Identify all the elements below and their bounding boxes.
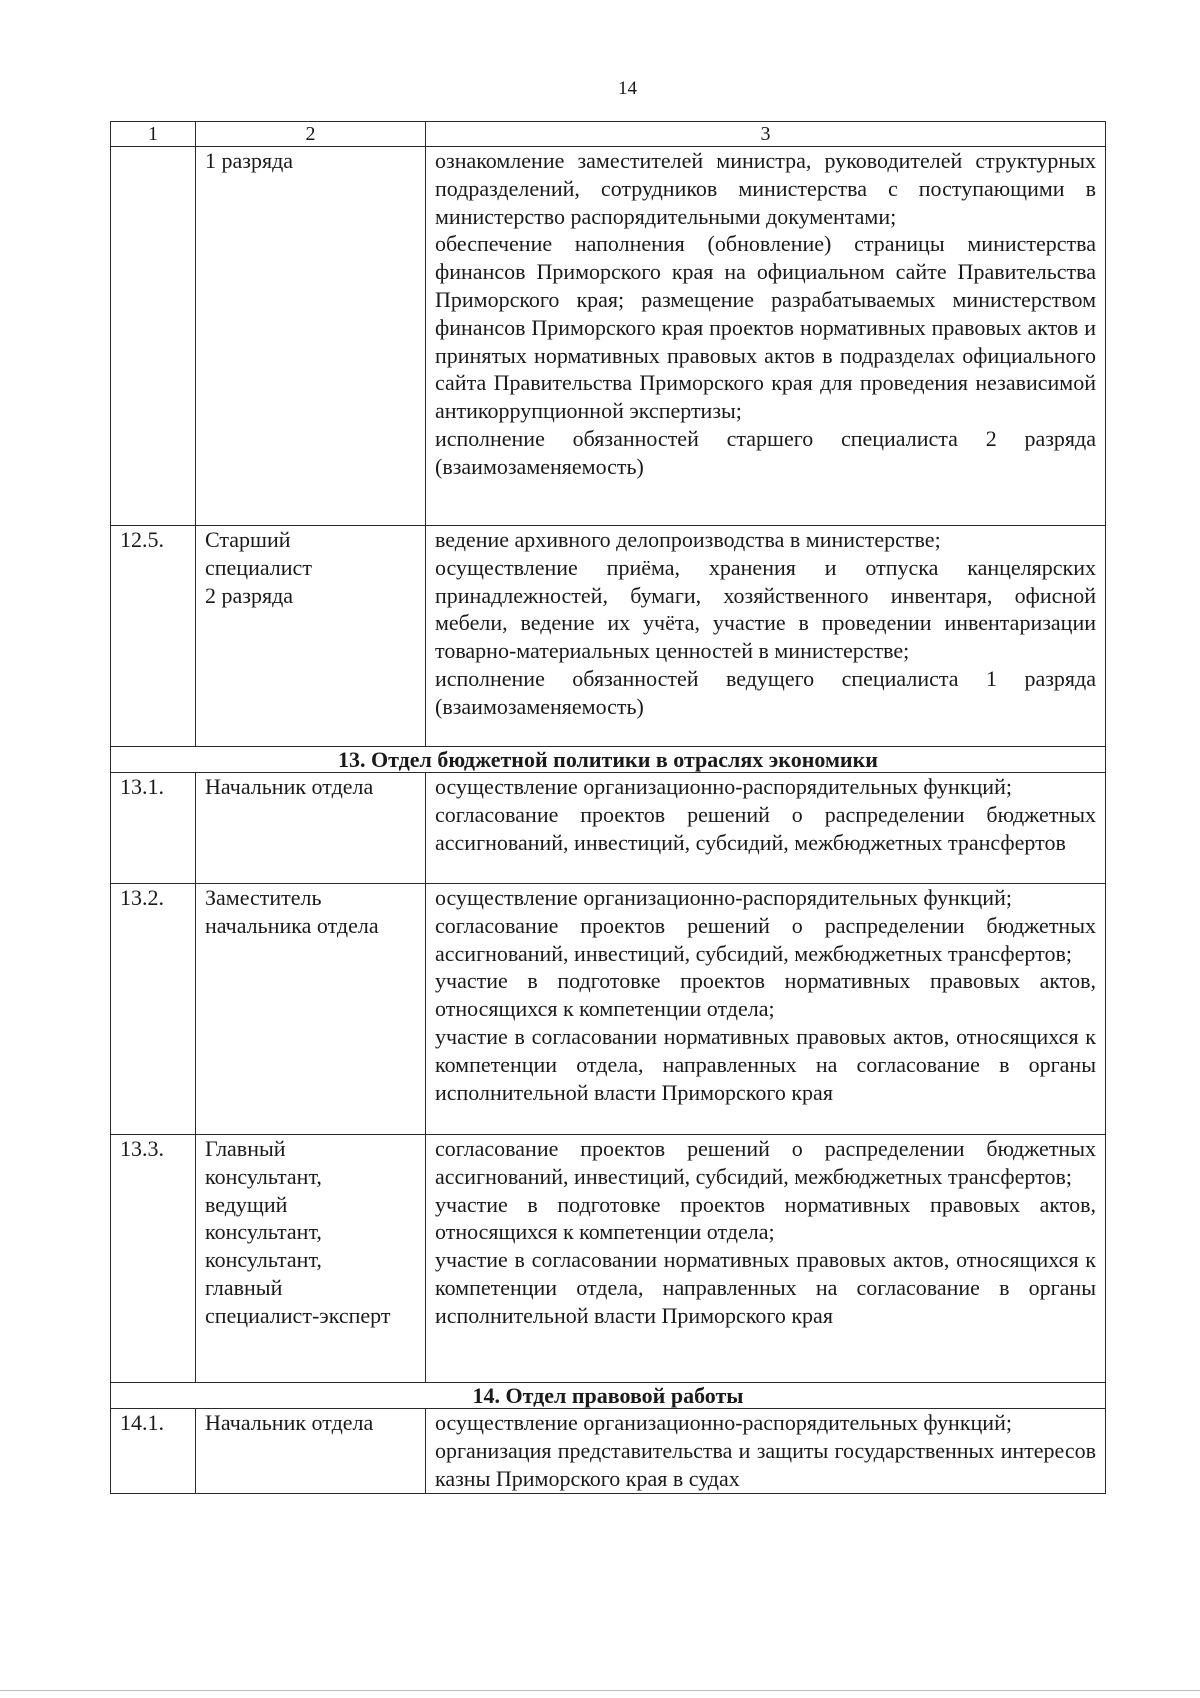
table-row: [111, 1409, 1106, 1494]
table-row: [111, 1135, 1106, 1383]
duties-cell: [426, 526, 1106, 747]
position-line: консультант,: [205, 1163, 322, 1189]
position-cell: [196, 526, 426, 747]
position-line: 2 разряда: [205, 582, 294, 608]
position-line: начальника отдела: [205, 912, 379, 938]
position-line: Главный: [205, 1136, 286, 1161]
duty-item: участие в согласовании нормативных правовых актов, относящихся к компетенции отдела, направленных на согласование в органы исполнительной власти Приморского края: [435, 1247, 1096, 1328]
duty-item: согласование проектов решений о распределении бюджетных ассигнований, инвестиций, субсидий, межбюджетных трансфертов;: [435, 1136, 1096, 1189]
duty-item: осуществление приёма, хранения и отпуска канцелярских принадлежностей, бумаги, хозяйственного инвентаря, офисной мебели, ведение их учёта, участие в проведении инвентаризации товарно-материальных ценностей в министерстве;: [435, 554, 1096, 664]
table-row: [111, 147, 1106, 526]
page-number: 14: [618, 78, 637, 99]
header-col-3: 3: [426, 122, 1106, 147]
duty-item: участие в подготовке проектов нормативных правовых актов, относящихся к компетенции отдела;: [435, 1191, 1096, 1245]
duty-item: обеспечение наполнения (обновление) страницы министерства финансов Приморского края на официальном сайте Правительства Приморского края; размещение разрабатываемых министерством финансов Приморского края проектов нормативных правовых актов и принятых нормативных правовых актов в подразделах официального сайта Правительства Приморского края для проведения независимой антикоррупционной экспертизы;: [435, 231, 1096, 424]
duty-item: исполнение обязанностей старшего специалиста 2 разряда (взаимозаменяемость): [435, 425, 1096, 479]
row-number: 13.2.: [111, 884, 196, 1135]
position-line: Начальник отдела: [205, 1410, 374, 1435]
duty-item: исполнение обязанностей ведущего специалиста 1 разряда (взаимозаменяемость): [435, 665, 1096, 719]
row-number: 12.5.: [111, 526, 196, 747]
header-col-2: 2: [196, 122, 426, 147]
duties-cell: [426, 884, 1106, 1135]
header-col-1: 1: [111, 122, 196, 147]
table-header-row: [111, 122, 1106, 147]
position-cell: [196, 1409, 426, 1494]
row-number: 14.1.: [111, 1409, 196, 1494]
position-line: специалист: [205, 554, 312, 580]
duties-cell: [426, 1135, 1106, 1383]
section-title: 13. Отдел бюджетной политики в отраслях экономики: [111, 747, 1106, 773]
section-heading-row: [111, 1383, 1106, 1409]
duty-item: ведение архивного делопроизводства в министерстве;: [435, 527, 941, 552]
table-row: [111, 526, 1106, 747]
duty-item: организация представительства и защиты государственных интересов казны Приморского края в судах: [435, 1437, 1096, 1491]
position-cell: [196, 1135, 426, 1383]
position-line: главный: [205, 1274, 283, 1300]
section-title: 14. Отдел правовой работы: [111, 1383, 1106, 1409]
row-number: 13.1.: [111, 773, 196, 884]
row-number: [111, 147, 196, 526]
duties-cell: [426, 1409, 1106, 1494]
position-line: Заместитель: [205, 885, 322, 910]
duty-item: участие в подготовке проектов нормативных правовых актов, относящихся к компетенции отдела;: [435, 968, 1096, 1022]
position-line: консультант,: [205, 1247, 322, 1273]
duties-cell: [426, 773, 1106, 884]
duty-item: осуществление организационно-распорядительных функций;: [435, 1410, 1012, 1435]
position-line: специалист-эксперт: [205, 1302, 391, 1328]
section-heading-row: [111, 747, 1106, 773]
duty-item: осуществление организационно-распорядительных функций;: [435, 774, 1012, 799]
position-line: 1 разряда: [205, 148, 294, 173]
table-row: [111, 773, 1106, 884]
duty-item: согласование проектов решений о распределении бюджетных ассигнований, инвестиций, субсидий, межбюджетных трансфертов;: [435, 912, 1096, 966]
position-line: консультант,: [205, 1219, 322, 1245]
duty-item: участие в согласовании нормативных правовых актов, относящихся к компетенции отдела, направленных на согласование в органы исполнительной власти Приморского края: [435, 1023, 1096, 1105]
duties-table: [110, 121, 1106, 1494]
row-number: 13.3.: [111, 1135, 196, 1383]
position-cell: [196, 884, 426, 1135]
position-cell: [196, 147, 426, 526]
duty-item: согласование проектов решений о распределении бюджетных ассигнований, инвестиций, субсидий, межбюджетных трансфертов: [435, 801, 1096, 855]
position-line: ведущий: [205, 1191, 288, 1217]
table-row: [111, 884, 1106, 1135]
duty-item: осуществление организационно-распорядительных функций;: [435, 885, 1012, 910]
duty-item: ознакомление заместителей министра, руководителей структурных подразделений, сотрудников министерства с поступающими в министерство распорядительными документами;: [435, 148, 1096, 229]
scan-edge-line: [0, 1690, 1200, 1691]
position-line: Начальник отдела: [205, 774, 374, 799]
position-cell: [196, 773, 426, 884]
position-line: Старший: [205, 527, 291, 552]
duties-cell: [426, 147, 1106, 526]
